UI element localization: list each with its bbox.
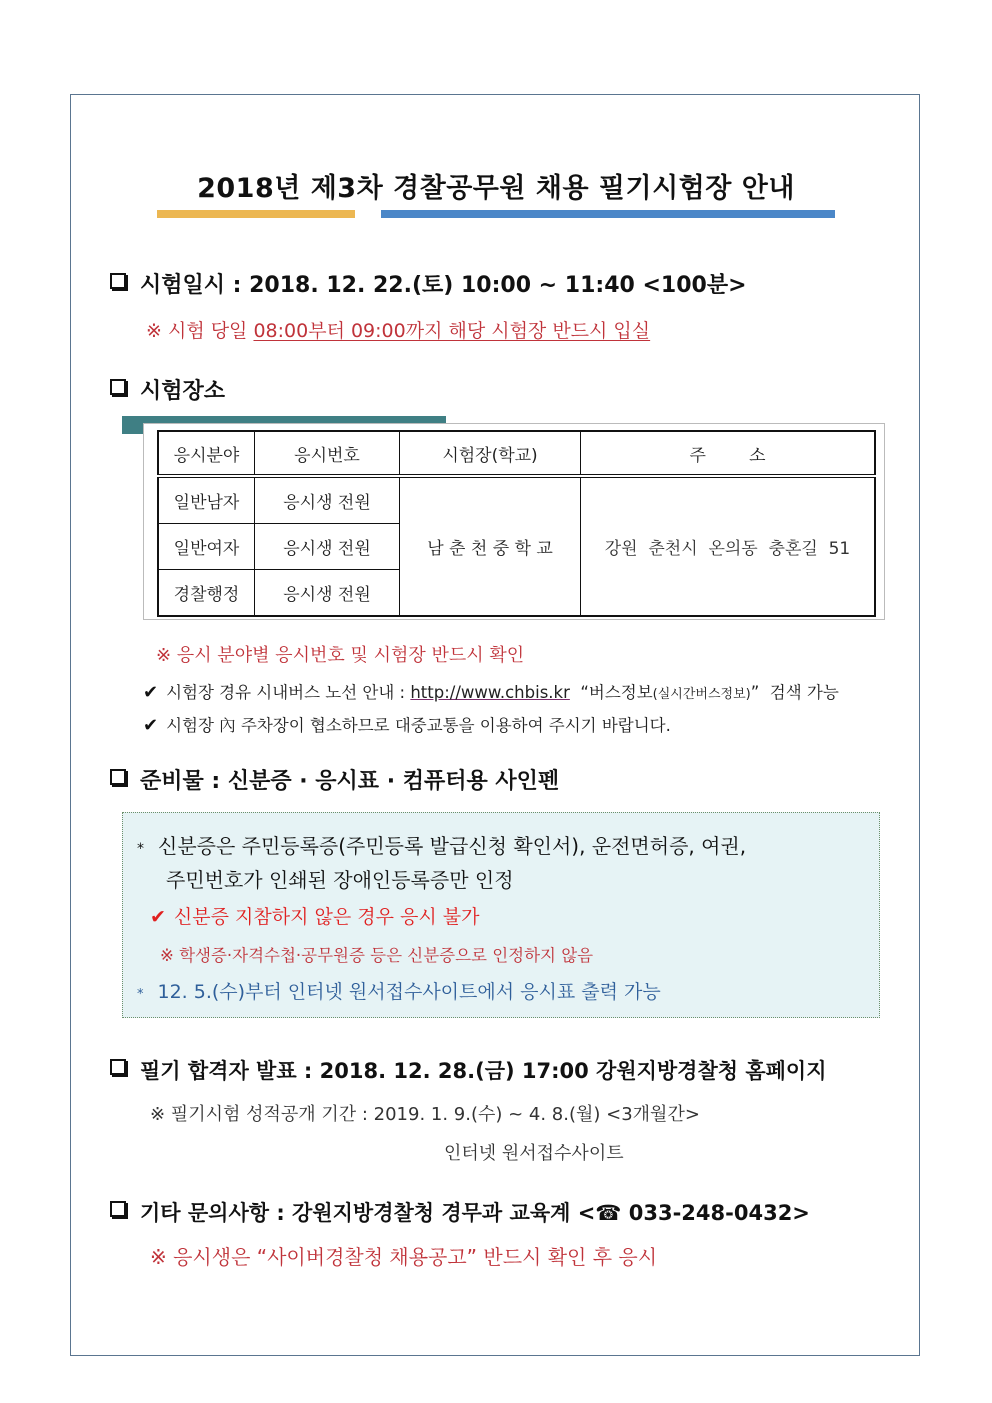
materials-heading: 준비물 : 신분증 · 응시표 · 컴퓨터용 사인펜 (140, 769, 560, 794)
score-site-note: 인터넷 원서접수사이트 (444, 1143, 624, 1164)
document-title: 2018년 제3차 경찰공무원 채용 필기시험장 안내 (197, 173, 795, 204)
print-notice-text: 12. 5.(수)부터 인터넷 원서접수사이트에서 응시표 출력 가능 (157, 981, 661, 1003)
header-school: 시험장(학교) (400, 431, 581, 476)
not-accepted-note: ※ 학생증·자격수첩·공무원증 등은 신분증으로 인정하지 않음 (160, 946, 594, 965)
section-exam-date (110, 268, 747, 299)
cell-field: 경찰행정 (158, 570, 255, 617)
cell-number: 응시생 전원 (255, 570, 400, 617)
checkbox-bullet-icon (110, 1201, 126, 1217)
title-underline-gold (157, 210, 355, 218)
header-field: 응시분야 (158, 431, 255, 476)
venue-check-note: ※ 응시 분야별 응시번호 및 시험장 반드시 확인 (156, 645, 525, 666)
checkbox-bullet-icon (110, 273, 126, 289)
section-materials (110, 764, 559, 795)
header-address: 주 소 (581, 431, 876, 476)
checkbox-bullet-icon (110, 379, 126, 395)
bus-quote-close: ” 검색 가능 (750, 683, 839, 702)
check-icon: ✔ (143, 682, 159, 703)
cell-address: 강원 춘천시 온의동 충혼길 51 (581, 476, 876, 616)
entry-time-note (146, 316, 650, 343)
id-accepted-text1: 신분증은 주민등록증(주민등록 발급신청 확인서), 운전면허증, 여권, (158, 834, 747, 858)
cell-number: 응시생 전원 (255, 524, 400, 570)
section-results (110, 1055, 827, 1085)
entry-note-underlined: 08:00부터 09:00까지 해당 시험장 반드시 입실 (253, 320, 651, 342)
cell-number: 응시생 전원 (255, 476, 400, 524)
header-number: 응시번호 (255, 431, 400, 476)
title-underline-blue (381, 210, 835, 218)
parking-text: 시험장 內 주차장이 협소하므로 대중교통을 이용하여 주시기 바랍니다. (166, 716, 671, 735)
entry-note-prefix: ※ 시험 당일 (146, 320, 254, 342)
asterisk-bullet-icon: * (137, 841, 144, 857)
score-period-note: ※ 필기시험 성적공개 기간 : 2019. 1. 9.(수) ~ 4. 8.(월) <3개월간> (150, 1104, 700, 1125)
venue-heading: 시험장소 (140, 379, 226, 404)
id-warning-text: 신분증 지참하지 않은 경우 응시 불가 (173, 906, 480, 928)
venue-table (157, 430, 876, 617)
parking-line (143, 712, 671, 736)
bus-info-label: 시험장 경유 시내버스 노선 안내 : (166, 683, 411, 702)
cyber-police-note: ※ 응시생은 “사이버경찰청 채용공고” 반드시 확인 후 응시 (150, 1245, 658, 1269)
results-heading: 필기 합격자 발표 : 2018. 12. 28.(금) 17:00 강원지방경찰청 홈페이지 (140, 1059, 827, 1083)
check-icon: ✔ (143, 715, 159, 736)
bus-info-link[interactable]: http://www.chbis.kr (410, 683, 570, 702)
section-venue (110, 374, 225, 405)
id-warning-line (150, 902, 479, 929)
table-row (158, 476, 875, 524)
checkbox-bullet-icon (110, 1059, 126, 1075)
cell-field: 일반여자 (158, 524, 255, 570)
section-contact (110, 1197, 810, 1227)
bus-quote-open: “버스정보 (569, 683, 653, 702)
id-accepted-line2: 주민번호가 인쇄된 장애인등록증만 인정 (166, 868, 514, 892)
contact-heading: 기타 문의사항 : 강원지방경찰청 경무과 교육계 <☎ 033-248-0432> (140, 1201, 810, 1225)
bus-info-line (143, 679, 839, 703)
check-icon: ✔ (150, 906, 166, 928)
bus-quote-small: (실시간버스정보) (652, 687, 751, 702)
cell-school: 남 춘 천 중 학 교 (400, 476, 581, 616)
cell-field: 일반남자 (158, 476, 255, 524)
print-notice-line (137, 977, 661, 1004)
exam-date-heading: 시험일시 : 2018. 12. 22.(토) 10:00 ~ 11:40 <100분> (140, 273, 747, 298)
asterisk-bullet-icon: * (137, 987, 144, 1002)
checkbox-bullet-icon (110, 769, 126, 785)
id-accepted-line1 (137, 830, 746, 859)
